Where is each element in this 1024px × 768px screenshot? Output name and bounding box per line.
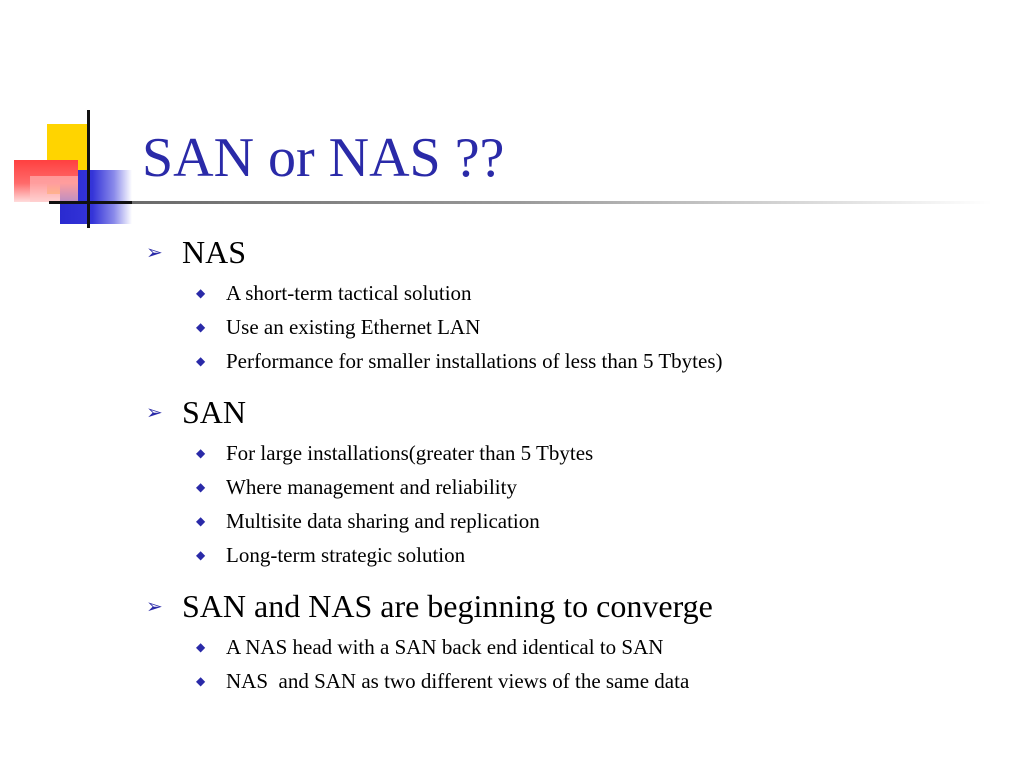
list-item <box>146 436 1006 470</box>
section-heading-converge <box>146 584 1006 628</box>
list-item <box>146 664 1006 698</box>
logo-vertical-line <box>87 110 90 228</box>
list-item <box>146 276 1006 310</box>
arrow-bullet-icon: ➢ <box>146 240 163 264</box>
list-item-text: For large installations(greater than 5 Tbytes <box>226 441 594 465</box>
diamond-bullet-icon: ◆ <box>196 446 206 460</box>
section-items-nas <box>146 276 1006 378</box>
list-item-text: A short-term tactical solution <box>226 281 472 305</box>
diamond-bullet-icon: ◆ <box>196 320 206 334</box>
section-items-converge <box>146 630 1006 698</box>
diamond-bullet-icon: ◆ <box>196 514 206 528</box>
section-heading-nas <box>146 230 1006 274</box>
list-item <box>146 538 1006 572</box>
logo-horizontal-line <box>49 201 135 204</box>
list-item-text: Where management and reliability <box>226 475 517 499</box>
list-item-text: Performance for smaller installations of less than 5 Tbytes) <box>226 349 723 373</box>
slide-title: SAN or NAS ?? <box>142 127 505 189</box>
section-heading-label: NAS <box>182 234 247 270</box>
arrow-bullet-icon: ➢ <box>146 594 163 618</box>
list-item-text: Multisite data sharing and replication <box>226 509 540 533</box>
diamond-bullet-icon: ◆ <box>196 354 206 368</box>
section-heading-label: SAN and NAS are beginning to converge <box>182 588 713 624</box>
section-heading-san <box>146 390 1006 434</box>
list-item <box>146 470 1006 504</box>
title-underline <box>132 201 992 204</box>
diamond-bullet-icon: ◆ <box>196 548 206 562</box>
diamond-bullet-icon: ◆ <box>196 480 206 494</box>
list-item-text: NAS and SAN as two different views of the same data <box>226 669 690 693</box>
bullet-list <box>146 230 1006 710</box>
logo-red-highlight <box>30 176 78 202</box>
diamond-bullet-icon: ◆ <box>196 286 206 300</box>
section-heading-label: SAN <box>182 394 247 430</box>
diamond-bullet-icon: ◆ <box>196 640 206 654</box>
list-item-text: Long-term strategic solution <box>226 543 466 567</box>
list-item-text: Use an existing Ethernet LAN <box>226 315 481 339</box>
list-item <box>146 630 1006 664</box>
arrow-bullet-icon: ➢ <box>146 400 163 424</box>
list-item <box>146 504 1006 538</box>
list-item <box>146 344 1006 378</box>
list-item-text: A NAS head with a SAN back end identical to SAN <box>226 635 664 659</box>
list-item <box>146 310 1006 344</box>
section-items-san <box>146 436 1006 572</box>
diamond-bullet-icon: ◆ <box>196 674 206 688</box>
